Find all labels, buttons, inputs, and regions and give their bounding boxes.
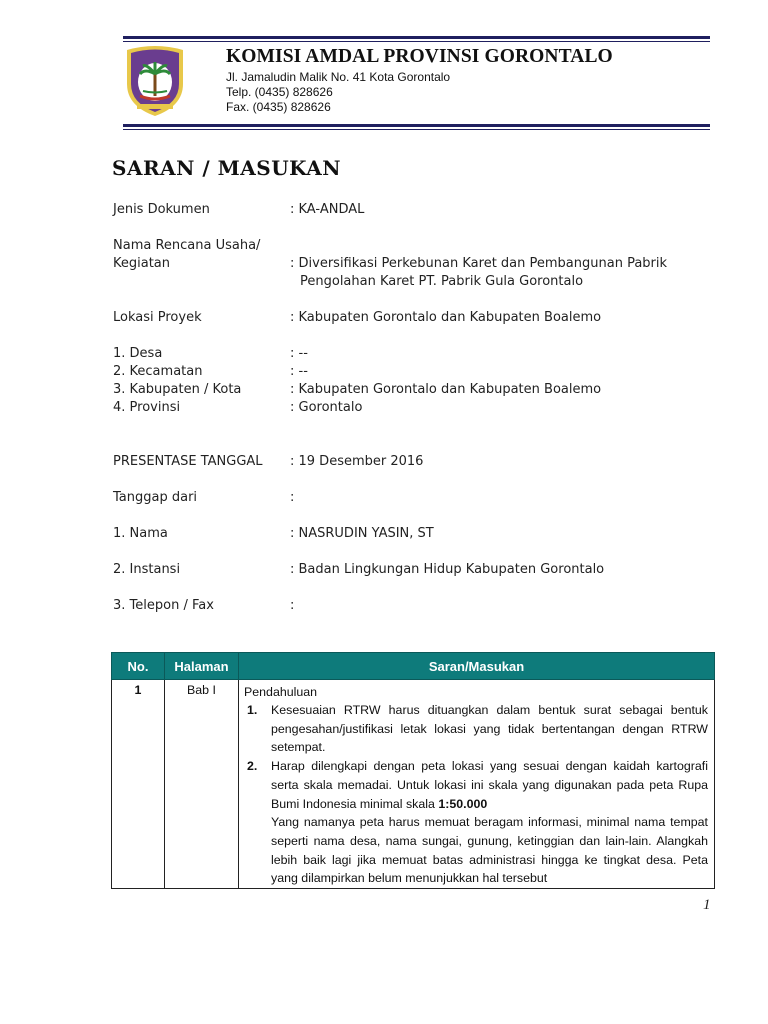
list-item xyxy=(244,701,708,757)
kecamatan-value: : -- xyxy=(290,364,308,379)
telepon-fax-label: 3. Telepon / Fax xyxy=(113,598,214,613)
presentase-tanggal-label: PRESENTASE TANGGAL xyxy=(113,454,263,469)
letterhead-top-rule-thin xyxy=(123,41,710,42)
organization-telp: Telp. (0435) 828626 xyxy=(226,85,333,99)
nama-rencana-label-2: Kegiatan xyxy=(113,256,171,271)
column-header-no: No. xyxy=(112,653,165,680)
column-header-saran: Saran/Masukan xyxy=(239,653,715,680)
kabupaten-value: : Kabupaten Gorontalo dan Kabupaten Boalemo xyxy=(290,382,602,397)
table-header-row xyxy=(112,653,715,680)
nama-rencana-value: : Diversifikasi Perkebunan Karet dan Pembangunan Pabrik xyxy=(290,256,668,271)
organization-address: Jl. Jamaludin Malik No. 41 Kota Gorontalo xyxy=(226,70,451,84)
jenis-dokumen-value: : KA-ANDAL xyxy=(290,202,365,217)
instansi-label: 2. Instansi xyxy=(113,562,181,577)
column-header-halaman: Halaman xyxy=(165,653,239,680)
row-number: 1 xyxy=(112,680,165,889)
jenis-dokumen-label: Jenis Dokumen xyxy=(113,202,210,217)
map-scale: 1:50.000 xyxy=(438,796,488,811)
nama-value: : NASRUDIN YASIN, ST xyxy=(290,526,434,541)
nama-rencana-value-2: Pengolahan Karet PT. Pabrik Gula Gorontalo xyxy=(300,274,584,289)
kecamatan-label: 2. Kecamatan xyxy=(113,364,203,379)
list-item-continuation: Yang namanya peta harus memuat beragam informasi, minimal nama tempat seperti nama desa, nama sungai, gunung, ketinggian dan lain-lain. Alangkah lebih baik lagi jika memuat batas administrasi hingga ke tingkat desa. Peta yang dilampirkan belum menunjukkan hal tersebut xyxy=(271,815,708,886)
kabupaten-label: 3. Kabupaten / Kota xyxy=(113,382,242,397)
section-heading: Pendahuluan xyxy=(244,685,318,699)
provinsi-value: : Gorontalo xyxy=(290,400,363,415)
nama-rencana-label: Nama Rencana Usaha/ xyxy=(113,238,261,253)
telepon-fax-value: : xyxy=(290,598,295,613)
instansi-value: : Badan Lingkungan Hidup Kabupaten Gorontalo xyxy=(290,562,605,577)
row-halaman: Bab I xyxy=(165,680,239,889)
list-item xyxy=(244,757,708,813)
provinsi-label: 4. Provinsi xyxy=(113,400,181,415)
letterhead-top-rule xyxy=(123,36,710,39)
list-item-text-body: Harap dilengkapi dengan peta lokasi yang sesuai dengan kaidah kartografi serta skala memadai. Untuk lokasi ini skala yang digunakan pada peta Rupa Bumi Indonesia minimal skala xyxy=(271,759,708,811)
lokasi-proyek-value: : Kabupaten Gorontalo dan Kabupaten Boalemo xyxy=(290,310,602,325)
list-item-text xyxy=(271,757,708,813)
page-title: SARAN / MASUKAN xyxy=(112,156,342,180)
lokasi-proyek-label: Lokasi Proyek xyxy=(113,310,202,325)
nama-label: 1. Nama xyxy=(113,526,168,541)
row-saran-cell xyxy=(239,680,715,889)
presentase-tanggal-value: : 19 Desember 2016 xyxy=(290,454,424,469)
organization-name: KOMISI AMDAL PROVINSI GORONTALO xyxy=(226,46,613,67)
tanggap-dari-label: Tanggap dari xyxy=(113,490,198,505)
letterhead-bottom-rule-thin xyxy=(123,129,710,130)
list-item-text: Kesesuaian RTRW harus dituangkan dalam bentuk surat sebagai bentuk pengesahan/justifikasi letak lokasi yang tidak bertentangan dengan RTRW setempat. xyxy=(271,703,708,755)
saran-masukan-table xyxy=(111,652,715,889)
page-number: 1 xyxy=(703,897,711,913)
list-item-number: 1. xyxy=(247,703,258,717)
list-item-number: 2. xyxy=(247,759,258,774)
desa-value: : -- xyxy=(290,346,308,361)
desa-label: 1. Desa xyxy=(113,346,163,361)
table-row xyxy=(112,680,715,889)
organization-fax: Fax. (0435) 828626 xyxy=(226,100,331,114)
letterhead-bottom-rule xyxy=(123,124,710,127)
tanggap-dari-value: : xyxy=(290,490,295,505)
province-emblem-logo xyxy=(123,44,187,118)
